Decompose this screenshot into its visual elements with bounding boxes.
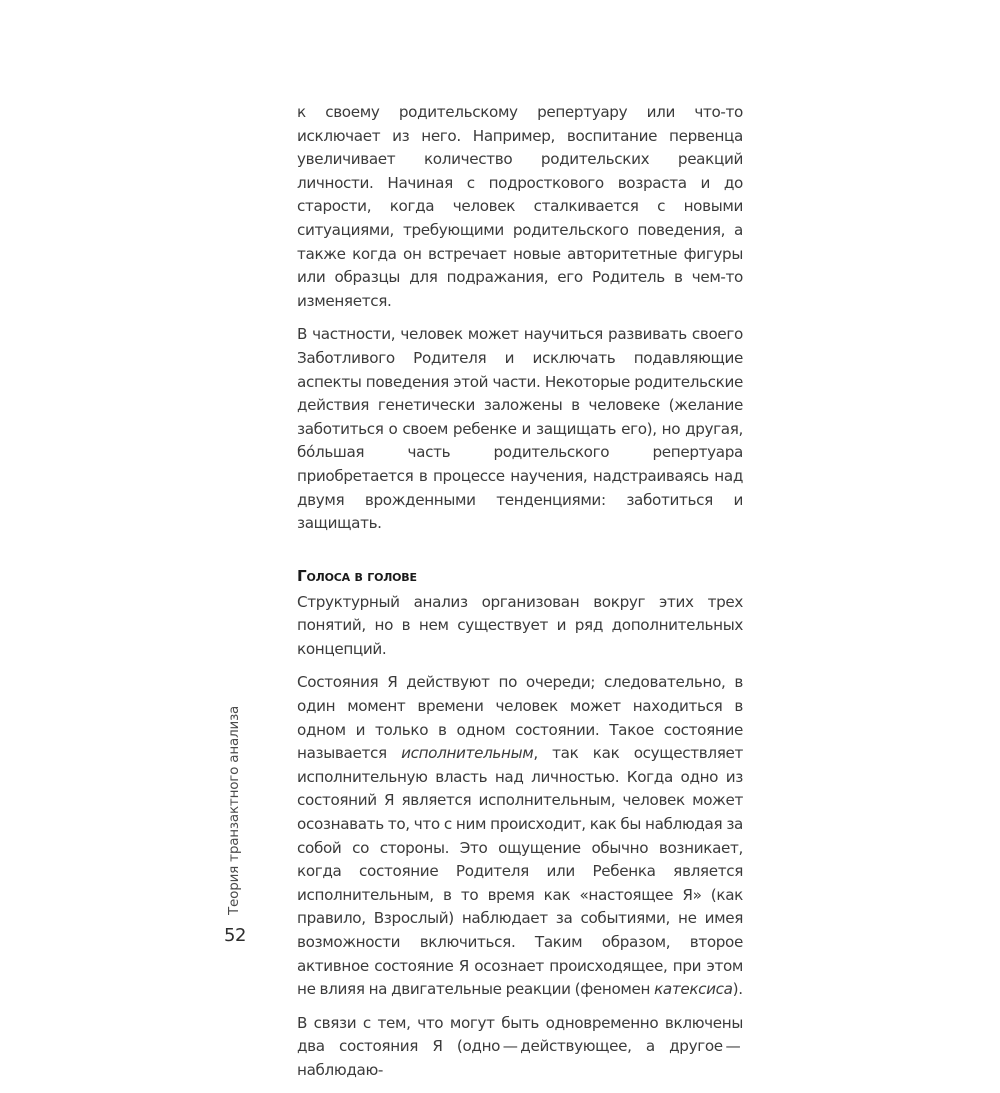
paragraph-nurturing-parent: В частности, человек может научиться развивать своего Заботливого Родителя и исключать подавляющие аспекты поведения этой части. Некоторые родительские действия генетически заложены в человеке (желание заботиться о своем ребенке и защищать его), но другая, бóльшая часть родительского репертуара приобретается в процессе научения, надстраиваясь над двумя врожденными тенденциями: заботиться и защищать. bbox=[297, 325, 743, 533]
paragraph-structural-analysis: Структурный анализ организован вокруг этих трех понятий, но в нем существует и ряд дополнительных концепций. bbox=[297, 592, 743, 658]
body-text-column bbox=[297, 101, 743, 1093]
paragraph-text: , так как осуществляет исполнительную власть над личностью. Когда одно из состояний Я является исполнительным, человек может осознавать то, что с ним происходит, как бы наблюдая за собой со стороны. Это ощущение обычно возникает, когда состояние Родителя или Ребенка является исполнительным, в то время как «настоящее Я» (как правило, Взрослый) наблюдает за событиями, не имея возможности включиться. Таким образом, второе активное состояние Я осознает происходящее, при этом не влияя на двигательные реакции (феномен bbox=[297, 744, 743, 999]
paragraph-two-states: В связи с тем, что могут быть одновременно включены два состояния Я (одно — действующее, а другое — наблюдаю- bbox=[297, 1013, 743, 1079]
italic-term-cathexis: катексиса bbox=[654, 980, 733, 999]
paragraph-text: Состояния Я действуют по очереди; следовательно, в один момент времени человек может находиться в одном и только в одном состоянии. Такое состояние называется bbox=[297, 673, 743, 763]
page-number: 52 bbox=[224, 925, 246, 946]
paragraph-parent-repertoire: к своему родительскому репертуару или что-то исключает из него. Например, воспитание первенца увеличивает количество родительских реакций личности. Начиная с подросткового возраста и до старости, когда человек сталкивается с новыми ситуациями, требующими родительского поведения, а также когда он встречает новые авторитетные фигуры или образцы для подражания, его Родитель в чем-то изменяется. bbox=[297, 103, 743, 310]
running-head: Теория транзактного анализа bbox=[226, 705, 242, 915]
paragraph-executive-state bbox=[297, 671, 743, 1001]
italic-term-executive: исполнительным bbox=[401, 744, 534, 763]
paragraph-text: ). bbox=[732, 980, 743, 999]
section-heading: Голоса в голове bbox=[297, 566, 417, 585]
